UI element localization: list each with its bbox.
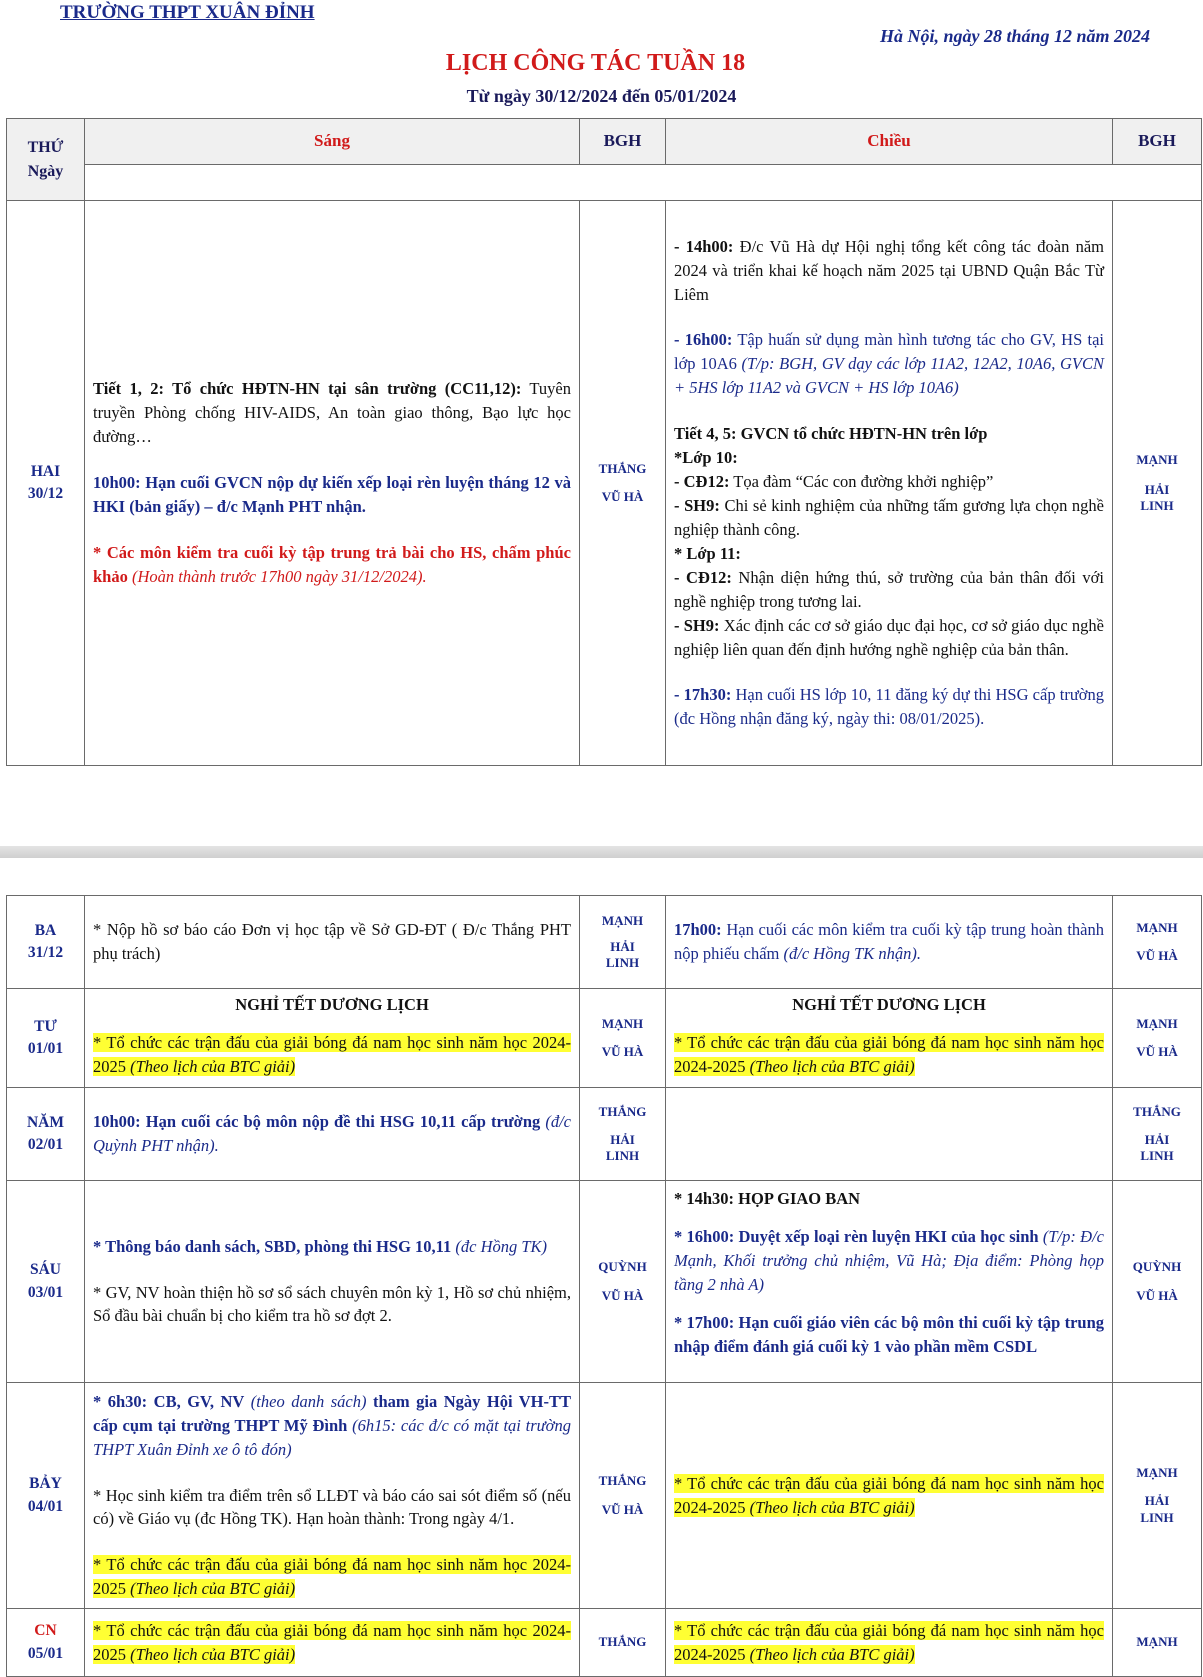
- wed-aft-title: NGHỈ TẾT DƯƠNG LỊCH: [792, 995, 986, 1014]
- mon-aft-4: *Lớp 10:: [674, 448, 738, 468]
- header-row: [7, 119, 1202, 165]
- tue-aft-1: 17h00: Hạn cuối các môn kiểm tra cuối kỳ tập trung hoàn thành nộp phiếu chấm (đ/c Hồng TK nhận).: [674, 920, 1104, 963]
- row-thursday: [7, 1088, 1202, 1181]
- row-sunday: [7, 1609, 1202, 1677]
- day-cell: TƯ 01/01: [7, 989, 85, 1088]
- bgh2-cell: MẠNH: [1113, 1609, 1202, 1677]
- mon-aft-3: Tiết 4, 5: GVCN tổ chức HĐTN-HN trên lớp: [674, 424, 988, 444]
- header-spacer: [85, 165, 1202, 201]
- mon-aft-10: - 17h30: Hạn cuối HS lớp 10, 11 đăng ký dự thi HSG cấp trường (đc Hồng nhận đăng ký, ngày thi: 08/01/2025).: [674, 685, 1104, 729]
- wed-morning-title: NGHỈ TẾT DƯƠNG LỊCH: [235, 995, 429, 1014]
- fri-aft-2: * 16h00: Duyệt xếp loại rèn luyện HKI của học sinh (T/p: Đ/c Mạnh, Khối trưởng chủ nhiệm, Vũ Hà; Địa điểm: Phòng họp tầng 2 nhà A): [674, 1226, 1104, 1294]
- bgh2-cell: MẠNH VŨ HÀ: [1113, 896, 1202, 989]
- thu-morning-1: 10h00: Hạn cuối các bộ môn nộp đề thi HSG 10,11 cấp trường (đ/c Quỳnh PHT nhận).: [93, 1112, 571, 1155]
- day-cell: SÁU 03/01: [7, 1181, 85, 1383]
- afternoon-cell: [666, 989, 1113, 1088]
- afternoon-cell: [666, 1383, 1113, 1609]
- sat-morning-1: * 6h30: CB, GV, NV (theo danh sách) tham gia Ngày Hội VH-TT cấp cụm tại trường THPT Mỹ Đình (6h15: các đ/c có mặt tại trường THPT Xuân Đỉnh xe ô tô đón): [93, 1391, 571, 1459]
- bgh1-cell: THẮNG VŨ HÀ: [580, 201, 666, 766]
- day-cell: CN 05/01: [7, 1609, 85, 1677]
- day-cell: NĂM 02/01: [7, 1088, 85, 1181]
- bgh2-cell: MẠNH HẢI LINH: [1113, 1383, 1202, 1609]
- bgh2-cell: QUỲNH VŨ HÀ: [1113, 1181, 1202, 1383]
- morning-cell: [85, 1181, 580, 1383]
- bgh1-cell: MẠNH VŨ HÀ: [580, 989, 666, 1088]
- issue-date: Hà Nội, ngày 28 tháng 12 năm 2024: [880, 26, 1151, 46]
- school-name: TRƯỜNG THPT XUÂN ĐỈNH: [60, 2, 315, 23]
- day-cell: BẢY 04/01: [7, 1383, 85, 1609]
- morning-cell: [85, 201, 580, 766]
- bgh1-cell: THẮNG: [580, 1609, 666, 1677]
- wed-morning-1: * Tổ chức các trận đấu của giải bóng đá nam học sinh năm học 2024-2025 (Theo lịch của BTC giải): [93, 1032, 571, 1076]
- mon-aft-7: * Lớp 11:: [674, 543, 741, 563]
- col-afternoon-header: Chiều: [666, 119, 1113, 165]
- col-day-header: THỨ Ngày: [7, 119, 85, 201]
- mon-morning-1: Tiết 1, 2: Tổ chức HĐTN-HN tại sân trường (CC11,12): Tuyên truyền Phòng chống HIV-AIDS, An toàn giao thông, Bạo lực học đường…: [93, 379, 571, 447]
- page-separator: [0, 846, 1203, 858]
- morning-cell: [85, 1609, 580, 1677]
- col-morning-header: Sáng: [85, 119, 580, 165]
- schedule-table-top: [6, 118, 1202, 766]
- sun-morning-1: * Tổ chức các trận đấu của giải bóng đá nam học sinh năm học 2024-2025 (Theo lịch của BTC giải): [93, 1620, 571, 1664]
- morning-cell: [85, 989, 580, 1088]
- row-monday: [7, 201, 1202, 766]
- col-bgh2-header: BGH: [1113, 119, 1202, 165]
- morning-cell: [85, 1088, 580, 1181]
- fri-morning-1: * Thông báo danh sách, SBD, phòng thi HSG 10,11 (đc Hồng TK): [93, 1236, 548, 1256]
- fri-aft-1: * 14h30: HỌP GIAO BAN: [674, 1189, 861, 1208]
- morning-cell: [85, 896, 580, 989]
- bgh2-cell: MẠNH VŨ HÀ: [1113, 989, 1202, 1088]
- row-wednesday: [7, 989, 1202, 1088]
- mon-aft-8: - CĐ12: Nhận diện hứng thú, sở trường của bản thân đối với nghề nghiệp trong tương lai.: [674, 567, 1104, 611]
- col-bgh1-header: BGH: [580, 119, 666, 165]
- schedule-table-bottom: [6, 895, 1202, 1677]
- bgh1-cell: THẮNG HẢI LINH: [580, 1088, 666, 1181]
- wed-aft-1: * Tổ chức các trận đấu của giải bóng đá nam học sinh năm học 2024-2025 (Theo lịch của BTC giải): [674, 1032, 1104, 1076]
- date-range: Từ ngày 30/12/2024 đến 05/01/2024: [466, 86, 737, 106]
- afternoon-cell: [666, 1609, 1113, 1677]
- sat-morning-2: * Học sinh kiểm tra điểm trên sổ LLĐT và báo cáo sai sót điểm số (nếu có) về Giáo vụ (đc Hồng TK). Hạn hoàn thành: Trong ngày 4/1.: [93, 1485, 571, 1529]
- sat-morning-3: * Tổ chức các trận đấu của giải bóng đá nam học sinh năm học 2024-2025 (Theo lịch của BTC giải): [93, 1555, 571, 1599]
- mon-aft-1: - 14h00: Đ/c Vũ Hà dự Hội nghị tổng kết công tác đoàn năm 2024 và triển khai kế hoạch năm 2025 tại UBND Quận Bắc Từ Liêm: [674, 236, 1104, 304]
- bgh1-cell: THẮNG VŨ HÀ: [580, 1383, 666, 1609]
- fri-aft-3: * 17h00: Hạn cuối giáo viên các bộ môn thi cuối kỳ tập trung nhập điểm đánh giá cuối kỳ 1 vào phần mềm CSDL: [674, 1312, 1104, 1356]
- mon-aft-9: - SH9: Xác định các cơ sở giáo dục đại học, cơ sở giáo dục nghề nghiệp liên quan đến định hướng nghề nghiệp của bản thân.: [674, 615, 1105, 659]
- bgh2-cell: THẮNG HẢI LINH: [1113, 1088, 1202, 1181]
- bgh2-cell: MẠNH HẢI LINH: [1113, 201, 1202, 766]
- bgh1-cell: QUỲNH VŨ HÀ: [580, 1181, 666, 1383]
- afternoon-cell: [666, 201, 1113, 766]
- mon-morning-2: 10h00: Hạn cuối GVCN nộp dự kiến xếp loại rèn luyện tháng 12 và HKI (bản giấy) – đ/c Mạnh PHT nhận.: [93, 473, 571, 516]
- mon-morning-3: * Các môn kiểm tra cuối kỳ tập trung trả bài cho HS, chấm phúc khảo (Hoàn thành trước 17h00 ngày 31/12/2024).: [93, 542, 571, 586]
- afternoon-cell: [666, 1088, 1113, 1181]
- day-cell: HAI 30/12: [7, 201, 85, 766]
- morning-cell: [85, 1383, 580, 1609]
- row-saturday: [7, 1383, 1202, 1609]
- header-row-2: [7, 165, 1202, 201]
- sun-aft-1: * Tổ chức các trận đấu của giải bóng đá nam học sinh năm học 2024-2025 (Theo lịch của BTC giải): [674, 1620, 1104, 1664]
- day-cell: BA 31/12: [7, 896, 85, 989]
- afternoon-cell: [666, 1181, 1113, 1383]
- afternoon-cell: [666, 896, 1113, 989]
- tue-morning-1: * Nộp hồ sơ báo cáo Đơn vị học tập về Sở GD-ĐT ( Đ/c Thắng PHT phụ trách): [93, 920, 571, 963]
- mon-aft-2: - 16h00: Tập huấn sử dụng màn hình tương tác cho GV, HS tại lớp 10A6 (T/p: BGH, GV dạy các lớp 11A2, 12A2, 10A6, GVCN + 5HS lớp 11A2 và GVCN + HS lớp 10A6): [674, 330, 1104, 398]
- sat-aft-1: * Tổ chức các trận đấu của giải bóng đá nam học sinh năm học 2024-2025 (Theo lịch của BTC giải): [674, 1473, 1104, 1517]
- row-tuesday: [7, 896, 1202, 989]
- mon-aft-5: - CĐ12: Tọa đàm “Các con đường khởi nghiệp”: [674, 472, 994, 492]
- row-friday: [7, 1181, 1202, 1383]
- mon-aft-6: - SH9: Chi sẻ kinh nghiệm của những tấm gương lựa chọn nghề nghiệp thành công.: [674, 496, 1105, 539]
- page-title: LỊCH CÔNG TÁC TUẦN 18: [445, 50, 746, 76]
- bgh1-cell: MẠNH HẢI LINH: [580, 896, 666, 989]
- fri-morning-2: * GV, NV hoàn thiện hồ sơ sổ sách chuyên môn kỳ 1, Hồ sơ chủ nhiệm, Sổ đầu bài chuẩn bị cho kiểm tra hồ sơ đợt 2.: [93, 1282, 571, 1326]
